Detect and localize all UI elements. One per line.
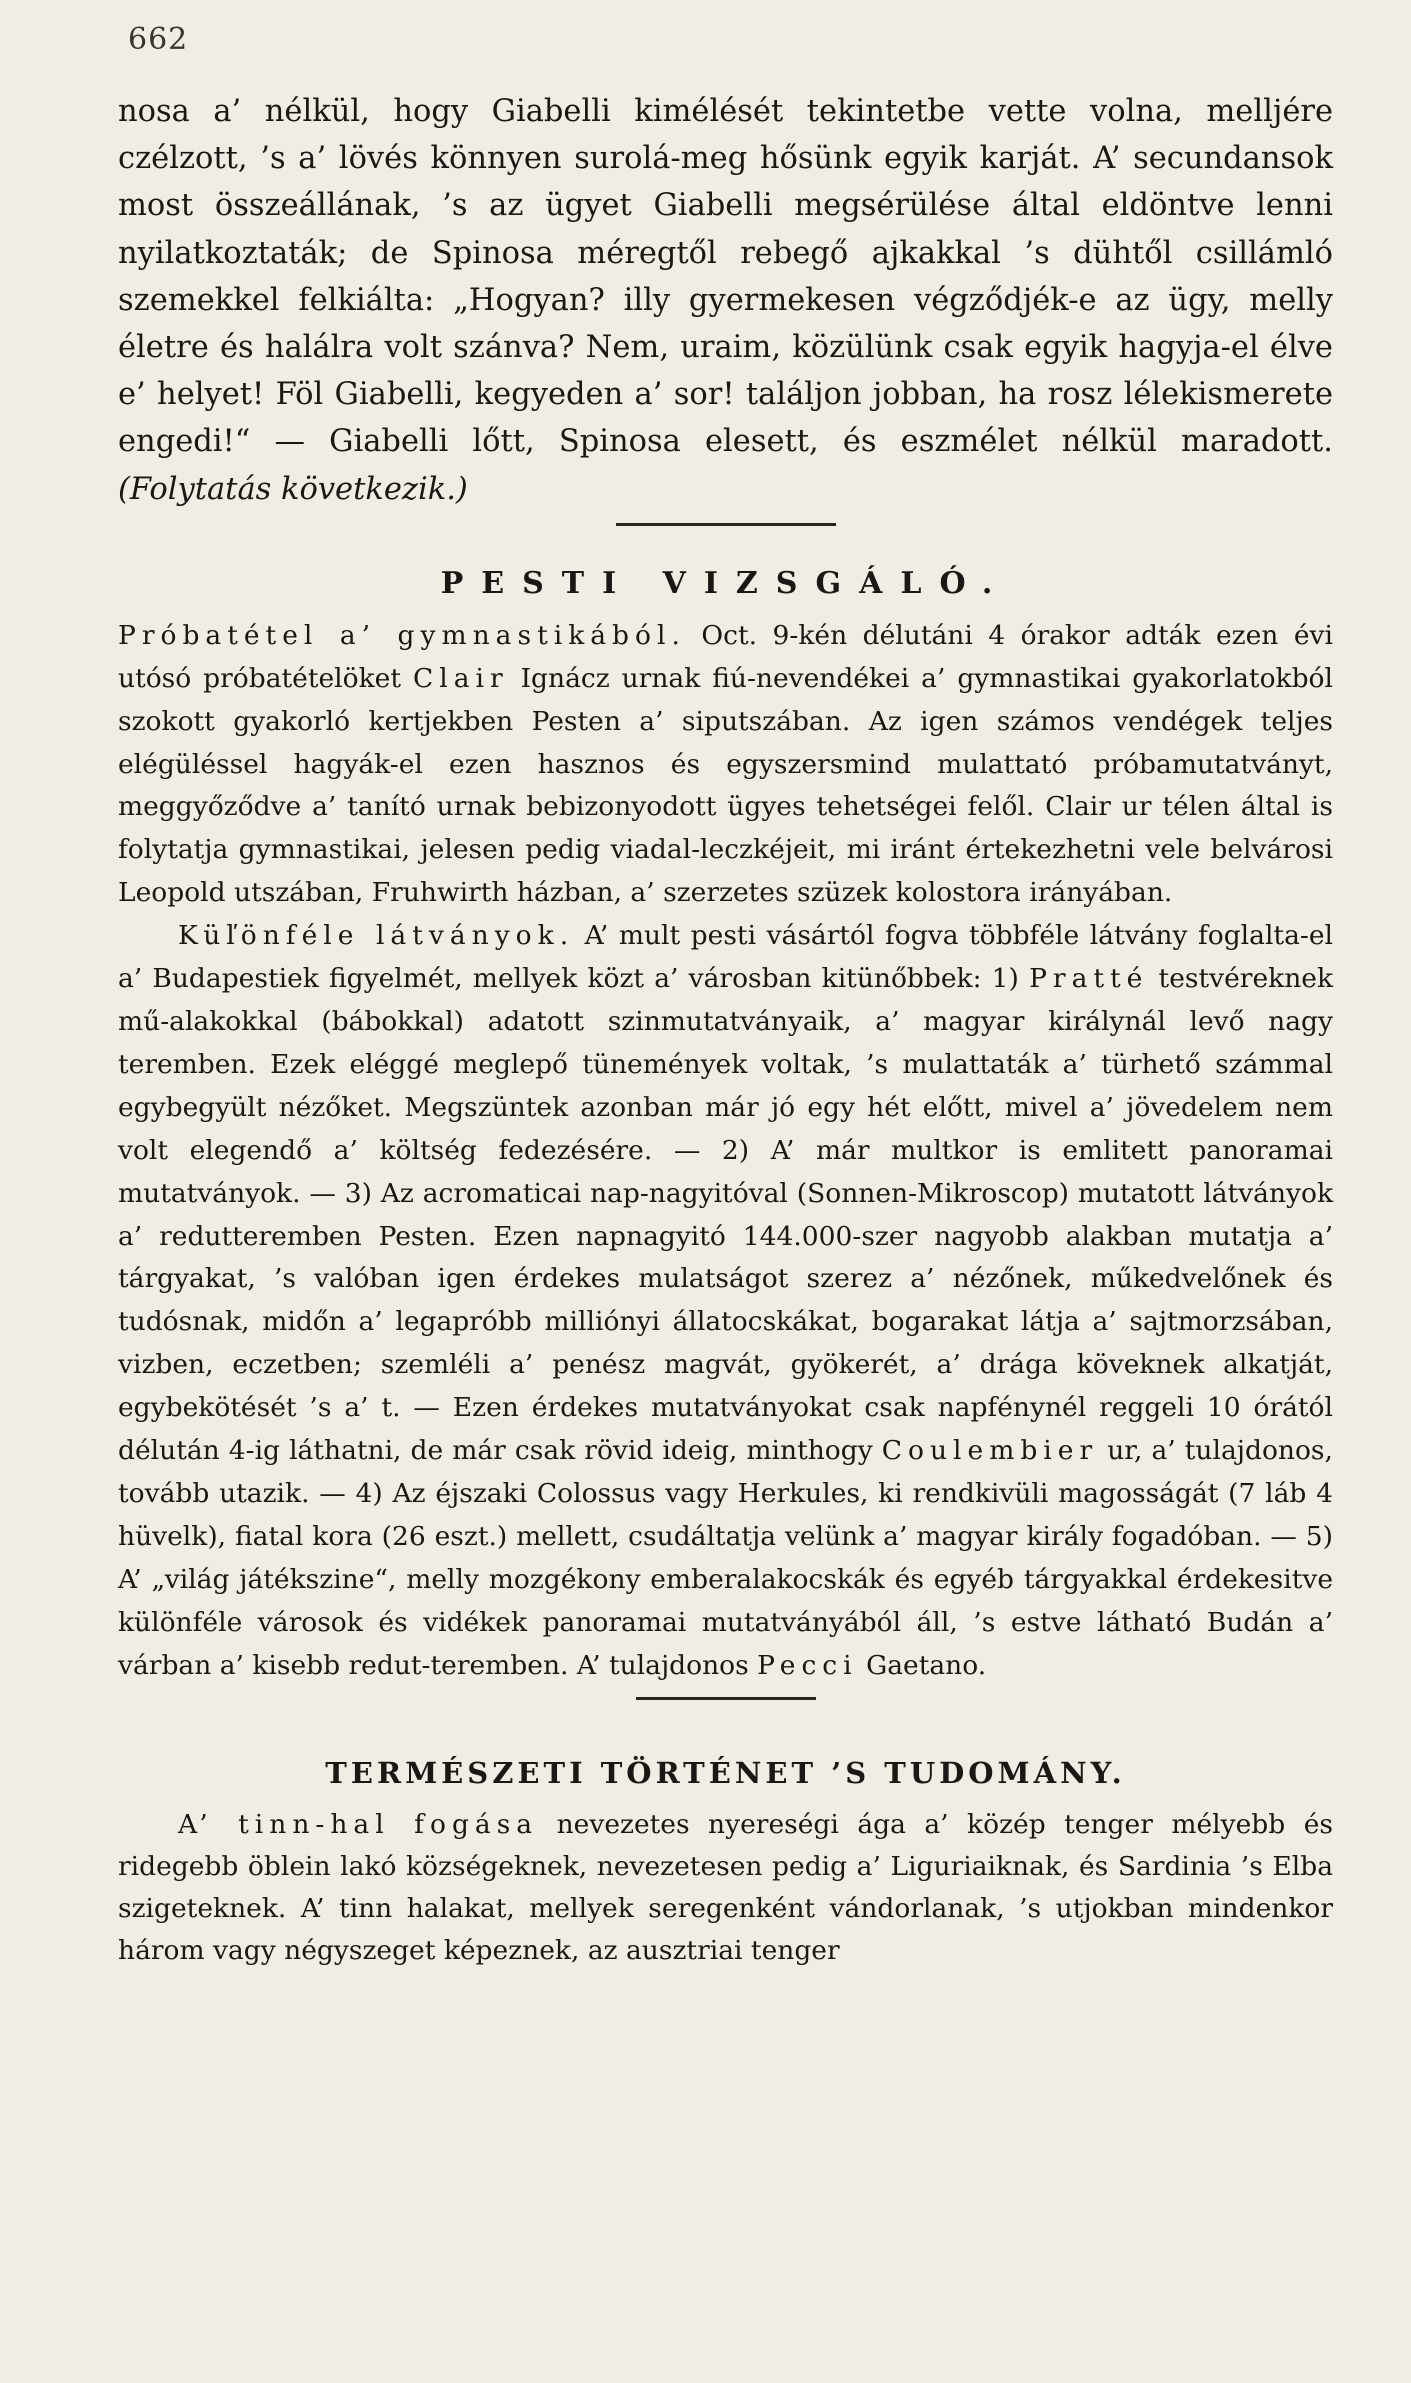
person-name-pecci: Pecci (757, 1649, 858, 1681)
section-divider (616, 523, 836, 526)
article-lead-gymnastics: Próbatétel a’ gymnastikából. (118, 619, 686, 651)
page-number: 662 (128, 22, 189, 57)
article-tuna-fishing: A’ tinn-hal fogása nevezetes nyereségi ága a’ közép tenger mélyebb és ridegebb öblein lakó községeknek, nevezetesen pedig a’ Liguriaiknak, és Sardinia ’s Elba szigeteknek. A’ tinn halakat, mellyek seregenként vándorlanak, ’s utjokban mindenkor három vagy négyszeget képeznek, az ausztriai tenger (118, 1809, 1333, 1967)
story-text: nosa a’ nélkül, hogy Giabelli kimélését tekintetbe vette volna, melljére czélzott, ’s a’ lövés könnyen surolá-meg hősünk egyik karját. A’ secundansok most összeállának, ’s az ügyet Giabelli megsérülése által eldöntve lenni nyilatkoztaták; de Spinosa méregtől rebegő ajkakkal ’s dühtől csillámló szemekkel felkiálta: „Hogyan? illy gyermekesen végződjék-e az ügy, melly életre és halálra volt szánva? Nem, uraim, közülünk csak egyik hagyja-el élve e’ helyet! Föl Giabelli, kegyeden a’ sor! találjon jobban, ha rosz lélekismerete engedi!“ — Giabelli lőtt, Spinosa elesett, és eszmélet nélkül maradott. (118, 94, 1333, 460)
text-column (118, 0, 1333, 1972)
person-name-pratte: Pratté (1029, 963, 1149, 995)
article-lead-spectacles: Küľönféle látványok. (178, 920, 575, 952)
person-name-coulembier: Coulembier (881, 1435, 1099, 1467)
to-be-continued-note: (Folytatás következik.) (118, 471, 468, 507)
article-spectacles: Küľönféle látványok. A’ mult pesti vásártól fogva többféle látvány foglalta-el a’ Budapestiek figyelmét, mellyek közt a’ városban kitünőbbek: 1) Pratté testvéreknek mű-alakokkal (bábokkal) adatott szinmutatványaik, a’ magyar királynál levő nagy teremben. Ezek eléggé meglepő tünemények voltak, ’s mulattaták a’ türhető számmal egybegyült nézőket. Megszüntek azonban már jó egy hét előtt, mivel a’ jövedelem nem volt elegendő a’ költség fedezésére. — 2) A’ már multkor is emlitett panoramai mutatványok. — 3) Az acromaticai nap-nagyitóval (Sonnen-Mikroscop) mutatott látványok a’ redutteremben Pesten. Ezen napnagyitó 144.000-szer nagyobb alakban mutatja a’ tárgyakat, ’s valóban igen érdekes mulatságot szerez a’ nézőnek, műkedvelőnek és tudósnak, midőn a’ legapróbb milliónyi állatocskákat, bogarakat látja a’ sajtmorzsában, vizben, eczetben; szemléli a’ penész magvát, gyökerét, a’ drága köveknek alkatját, egybekötését ’s a’ t. — Ezen érdekes mutatványokat csak napfénynél reggeli 10 órától délután 4-ig láthatni, de már csak rövid ideig, minthogy Coulembier ur, a’ tulajdonos, tovább utazik. — 4) Az éjszaki Colossus vagy Herkules, ki rendkivüli magosságát (7 láb 4 hüvelk), fiatal kora (26 eszt.) mellett, csudáltatja velünk a’ magyar király fogadóban. — 5) A’ „világ játékszine“, melly mozgékony emberalakocskák és egyéb tárgyakkal érdekesitve különféle városok és vidékek panoramai mutatványából áll, ’s estve látható Budán a’ várban a’ kisebb redut-teremben. A’ tulajdonos Pecci Gaetano. (118, 920, 1333, 1681)
section-title-pesti-vizsgalo: PESTI VIZSGÁLÓ. (440, 565, 1011, 601)
person-name-clair: Clair (412, 662, 509, 694)
article-lead-tuna: A’ tinn-hal fogása (178, 1809, 539, 1841)
section-divider (636, 1697, 816, 1700)
section-title-natural-history: TERMÉSZETI TÖRTÉNET ’S TUDOMÁNY. (325, 1756, 1126, 1791)
article-gymnastics: Próbatétel a’ gymnastikából. Oct. 9-kén délutáni 4 órakor adták ezen évi utósó próbatételöket Clair Ignácz urnak fiú-nevendékei a’ gymnastikai gyakorlatokból szokott gyakorló kertjekben Pesten a’ siputszában. Az igen számos vendégek teljes elégüléssel hagyák-el ezen hasznos és egyszersmind mulattató próbamutatványt, meggyőződve a’ tanító urnak bebizonyodott ügyes tehetségei felől. Clair ur télen által is folytatja gymnastikai, jelesen pedig viadal-leczkéjeit, mi iránt értekezhetni vele belvárosi Leopold utszában, Fruhwirth házban, a’ szerzetes szüzek kolostora irányában. (118, 619, 1333, 909)
story-continuation (118, 88, 1333, 513)
